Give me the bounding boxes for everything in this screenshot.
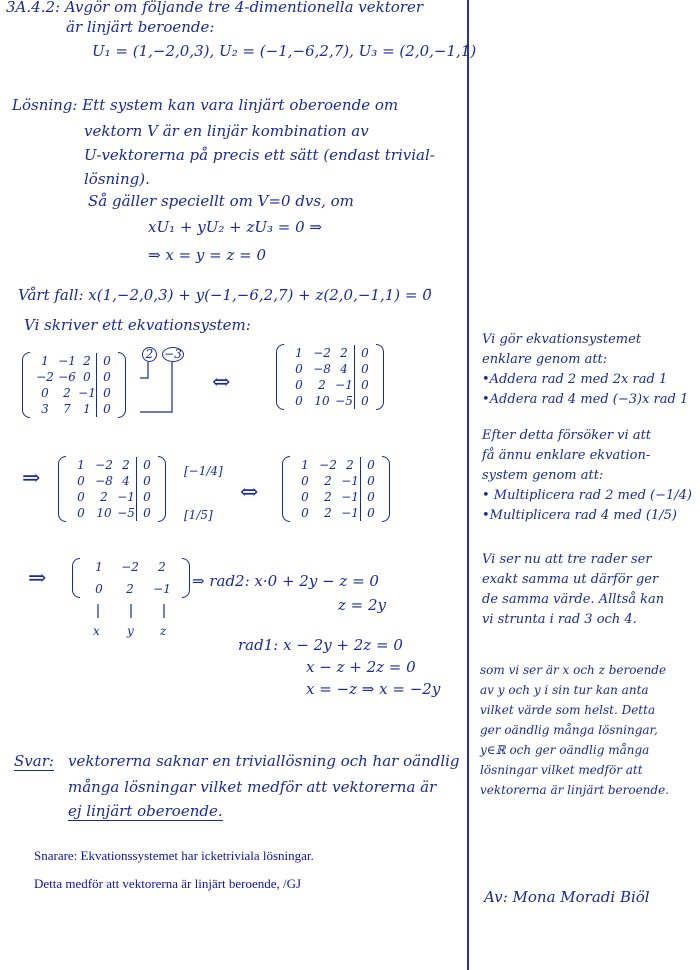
matrix-cell: 2 [318, 378, 326, 392]
problem-vectors: U₁ = (1,−2,0,3), U₂ = (−1,−6,2,7), U₃ = (2,0,−1,1) [92, 42, 477, 60]
solution-line-3: U-vektorerna på precis ett sätt (endast trivial- [84, 146, 435, 164]
matrix-cell: −2 [313, 346, 331, 360]
matrix-cell: −1 [153, 582, 171, 596]
matrix-3 [58, 456, 166, 522]
equivalence-arrow-2: ⇔ [240, 480, 259, 505]
side-note-line: lösningar vilket medför att [480, 763, 643, 777]
matrix-cell: 0 [96, 385, 114, 401]
side-note-line: •Addera rad 2 med 2x rad 1 [482, 372, 668, 387]
problem-line-2: är linjärt beroende: [66, 18, 215, 36]
answer-line-3: ej linjärt oberoende. [68, 802, 223, 820]
side-note-4 [480, 660, 669, 800]
side-note-line: ger oändlig många lösningar, [480, 723, 658, 737]
solution-line-5: Så gäller speciellt om V=0 dvs, om [88, 192, 354, 210]
matrix-4 [282, 456, 390, 522]
side-note-line: vektorerna är linjärt beroende. [480, 783, 669, 797]
matrix-cell: −1 [335, 378, 353, 392]
matrix-cell: 2 [324, 506, 332, 520]
equivalence-arrow-1: ⇔ [212, 370, 231, 395]
matrix-cell: −1 [117, 490, 135, 504]
matrix-cell: 0 [295, 378, 303, 392]
side-note-line: Vi ser nu att tre rader ser [482, 552, 652, 567]
var-y: y [127, 624, 134, 638]
matrix-cell: 1 [83, 402, 91, 416]
side-note-line: •Multiplicera rad 4 med (1/5) [482, 508, 677, 523]
matrix-cell: 0 [136, 457, 154, 473]
matrix-cell: −8 [95, 474, 113, 488]
matrix-cell: 7 [63, 402, 71, 416]
matrix-cell: −2 [95, 458, 113, 472]
matrix-bracket-right [376, 344, 384, 410]
rad1-result: x = −z ⇒ x = −2y [306, 680, 441, 698]
matrix-cell: 0 [83, 370, 91, 384]
matrix-cell: 0 [295, 362, 303, 376]
side-note-line: av y och y i sin tur kan anta [480, 683, 649, 697]
matrix-cell: −5 [335, 394, 353, 408]
problem-title: 3A.4.2: Avgör om följande tre 4-dimentionella vektorer [6, 0, 424, 16]
teacher-comment-1: Snarare: Ekvationssystemet har icketriviala lösningar. [34, 848, 314, 863]
matrix-cell: 4 [340, 362, 348, 376]
matrix-cell: 1 [77, 458, 85, 472]
side-note-line: exakt samma ut därför ger [482, 572, 659, 587]
matrix-cell: 0 [360, 473, 378, 489]
matrix-cell: −8 [313, 362, 331, 376]
matrix-cell: 0 [301, 474, 309, 488]
matrix-5 [72, 558, 190, 598]
side-note-1 [482, 330, 688, 410]
matrix-bracket-right [382, 456, 390, 522]
matrix-cell: 0 [136, 489, 154, 505]
matrix-cell: 0 [301, 506, 309, 520]
matrix-cell: 1 [41, 354, 49, 368]
matrix-cell: −2 [36, 370, 54, 384]
implies-arrow-2: ⇒ [28, 566, 47, 591]
rad2-equation: ⇒ rad2: x·0 + 2y − z = 0 [192, 572, 379, 590]
matrix-cell: −1 [58, 354, 76, 368]
side-note-line: vilket värde som helst. Detta [480, 703, 656, 717]
solution-line-4: lösning). [84, 170, 150, 188]
matrix-bracket-left [58, 456, 66, 522]
matrix-cell: −2 [319, 458, 337, 472]
matrix-cell: 0 [136, 505, 154, 521]
side-note-line: y∈ℝ och ger oändlig många [480, 743, 650, 757]
matrix-cell: 0 [77, 490, 85, 504]
matrix-cell: 2 [126, 582, 134, 596]
side-note-line: som vi ser är x och z beroende [480, 663, 667, 677]
side-note-2 [482, 426, 692, 526]
solution-equation-1: xU₁ + yU₂ + zU₃ = 0 ⇒ [148, 218, 322, 236]
matrix-cell: 2 [122, 458, 130, 472]
side-note-line: •Addera rad 4 med (−3)x rad 1 [482, 392, 689, 407]
matrix-cell: 10 [96, 506, 112, 520]
matrix-cell: 3 [41, 402, 49, 416]
answer-line-1: vektorerna saknar en triviallösning och har oändlig [68, 752, 460, 770]
matrix-cell: 0 [360, 457, 378, 473]
rad2-result: z = 2y [338, 596, 387, 614]
var-z: z [160, 624, 167, 638]
matrix-cell: 2 [324, 490, 332, 504]
row-scale-note-2: [1/5] [184, 508, 213, 522]
side-note-line: enklare genom att: [482, 352, 608, 367]
matrix-cell: 2 [340, 346, 348, 360]
matrix-cell: 0 [360, 505, 378, 521]
matrix-cell: 0 [295, 394, 303, 408]
author-signature: Av: Mona Moradi Biöl [484, 888, 650, 906]
matrix-cell: 10 [314, 394, 330, 408]
solution-line-2: vektorn V är en linjär kombination av [84, 122, 369, 140]
matrix-cell: 0 [41, 386, 49, 400]
side-note-line: Vi gör ekvationsystemet [482, 332, 642, 347]
solution-line-1: Lösning: Ett system kan vara linjärt oberoende om [12, 96, 399, 114]
matrix-cell: −1 [341, 474, 359, 488]
matrix-cell: 0 [77, 474, 85, 488]
matrix-cell: 2 [158, 560, 166, 574]
matrix-cell: 0 [354, 345, 372, 361]
matrix-cell: 0 [354, 393, 372, 409]
side-note-line: få ännu enklare ekvation- [482, 448, 651, 463]
matrix-bracket-right [182, 558, 190, 598]
var-x: x [93, 624, 100, 638]
matrix-2 [276, 344, 384, 410]
matrix-cell: −1 [341, 506, 359, 520]
matrix-cell: 0 [136, 473, 154, 489]
side-note-3 [482, 550, 664, 630]
case-intro: Vi skriver ett ekvationsystem: [24, 316, 251, 334]
rad1-substitution: x − z + 2z = 0 [306, 658, 416, 676]
row-op-note-2: −3 [162, 347, 184, 362]
side-note-line: system genom att: [482, 468, 604, 483]
matrix-bracket-left [276, 344, 284, 410]
answer-line-2: många lösningar vilket medför att vektorerna är [68, 778, 437, 796]
implies-arrow-1: ⇒ [22, 466, 41, 491]
row-scale-note-1: [−1/4] [184, 464, 223, 478]
side-note-line: • Multiplicera rad 2 med (−1/4) [482, 488, 692, 503]
matrix-cell: 0 [96, 353, 114, 369]
matrix-cell: 2 [83, 354, 91, 368]
matrix-cell: 0 [96, 401, 114, 417]
matrix-cell: 0 [95, 582, 103, 596]
matrix-cell: 0 [360, 489, 378, 505]
matrix-bracket-right [158, 456, 166, 522]
matrix-cell: 0 [301, 490, 309, 504]
matrix-cell: 2 [346, 458, 354, 472]
case-equation: Vårt fall: x(1,−2,0,3) + y(−1,−6,2,7) + z(2,0,−1,1) = 0̄ [18, 286, 432, 304]
answer-label: Svar: [14, 752, 54, 770]
teacher-comment-2: Detta medför att vektorerna är linjärt beroende, /GJ [34, 876, 302, 891]
matrix-cell: 1 [301, 458, 309, 472]
matrix-cell: 0 [354, 361, 372, 377]
matrix-cell: 0 [96, 369, 114, 385]
matrix-cell: −1 [78, 386, 96, 400]
matrix-cell: 4 [122, 474, 130, 488]
side-note-line: vi strunta i rad 3 och 4. [482, 612, 637, 627]
matrix-cell: −5 [117, 506, 135, 520]
matrix-cell: −6 [58, 370, 76, 384]
matrix-cell: 0 [354, 377, 372, 393]
side-note-line: Efter detta försöker vi att [482, 428, 652, 443]
matrix-cell: −1 [341, 490, 359, 504]
matrix-cell: 2 [324, 474, 332, 488]
matrix-bracket-left [282, 456, 290, 522]
matrix-cell: 0 [77, 506, 85, 520]
matrix-cell: −2 [121, 560, 139, 574]
matrix-cell: 2 [63, 386, 71, 400]
solution-equation-2: ⇒ x = y = z = 0 [148, 246, 267, 264]
matrix-cell: 2 [100, 490, 108, 504]
matrix-bracket-left [72, 558, 80, 598]
matrix-cell: 1 [95, 560, 103, 574]
side-note-line: de samma värde. Alltså kan [482, 592, 665, 607]
matrix-cell: 1 [295, 346, 303, 360]
rad1-equation: rad1: x − 2y + 2z = 0 [238, 636, 403, 654]
row-op-note-1: 2 [142, 347, 157, 362]
